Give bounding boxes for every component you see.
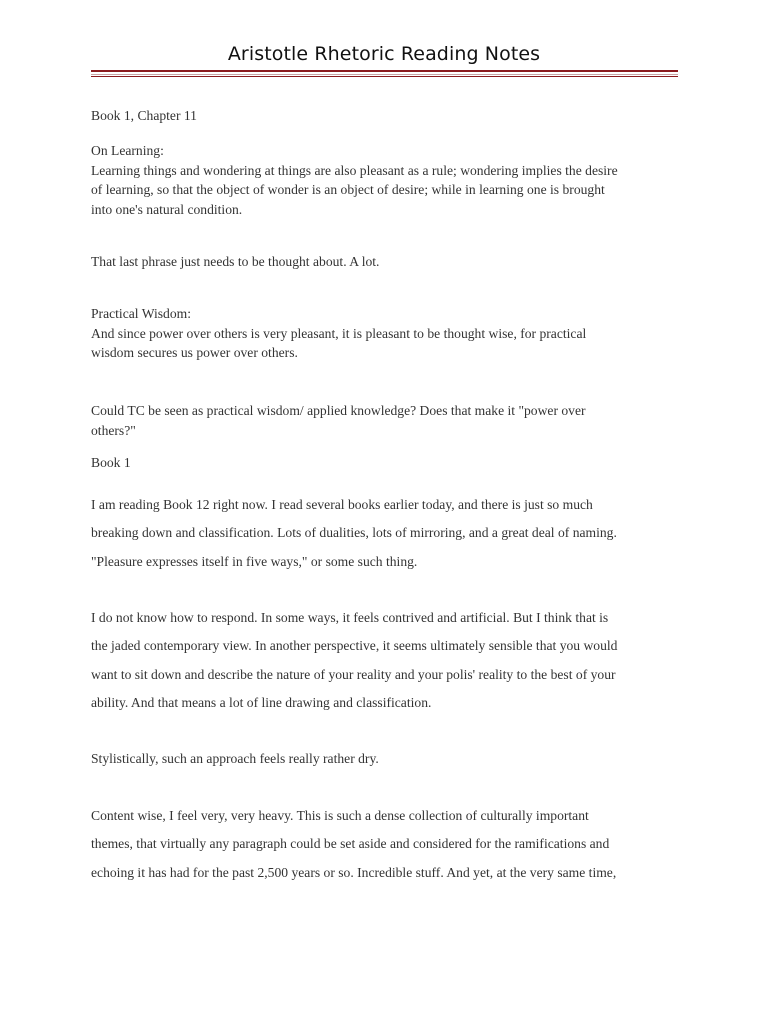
text-line: echoing it has had for the past 2,500 years or so. Incredible stuff. And yet, at the very same time, [91, 864, 617, 880]
title-rule-top [91, 70, 678, 72]
text-line: Could TC be seen as practical wisdom/ applied knowledge? Does that make it "power over [91, 403, 586, 418]
paragraph-reading-book [91, 491, 691, 576]
text-line: Learning things and wondering at things are also pleasant as a rule; wondering implies the desire [91, 162, 618, 178]
paragraph-book-heading [91, 453, 691, 473]
paragraph-chapter-heading [91, 106, 691, 126]
paragraph-content-wise [91, 802, 691, 887]
paragraph-practical-wisdom [91, 304, 691, 363]
text-line: Practical Wisdom: [91, 306, 192, 321]
title-rule-middle [91, 74, 678, 75]
text-line: others?" [91, 422, 136, 438]
text-line: want to sit down and describe the nature of your reality and your polis' reality to the best of your [91, 666, 616, 682]
text-line: of learning, so that the object of wonder is an object of desire; while in learning one is brought [91, 182, 605, 197]
text-line: "Pleasure expresses itself in five ways," or some such thing. [91, 553, 418, 569]
text-line: That last phrase just needs to be thought about. A lot. [91, 254, 380, 269]
text-line: into one's natural condition. [91, 201, 243, 217]
text-line: wisdom secures us power over others. [91, 345, 298, 360]
title-rule-bottom [91, 76, 678, 77]
paragraph-last-phrase [91, 252, 691, 272]
text-line: Content wise, I feel very, very heavy. This is such a dense collection of culturally important [91, 808, 589, 823]
paragraph-stylistically [91, 745, 691, 773]
text-line: ability. And that means a lot of line drawing and classification. [91, 694, 432, 710]
paragraph-response [91, 604, 691, 717]
text-line: the jaded contemporary view. In another perspective, it seems ultimately sensible that you would [91, 638, 618, 654]
text-line: On Learning: [91, 143, 164, 158]
text-line: Stylistically, such an approach feels really rather dry. [91, 751, 379, 766]
text-line: breaking down and classification. Lots of dualities, lots of mirroring, and a great deal of naming. [91, 525, 617, 541]
document-title: Aristotle Rhetoric Reading Notes [227, 43, 541, 65]
paragraph-on-learning [91, 141, 691, 219]
text-line: themes, that virtually any paragraph could be set aside and considered for the ramifications and [91, 836, 610, 852]
text-line: Book 1, Chapter 11 [91, 108, 197, 123]
text-line: I do not know how to respond. In some ways, it feels contrived and artificial. But I think that is [91, 610, 609, 625]
text-line: Book 1 [91, 455, 131, 470]
text-line: I am reading Book 12 right now. I read several books earlier today, and there is just so much [91, 497, 593, 512]
paragraph-tc-question [91, 401, 691, 440]
text-line: And since power over others is very pleasant, it is pleasant to be thought wise, for practical [91, 325, 587, 341]
